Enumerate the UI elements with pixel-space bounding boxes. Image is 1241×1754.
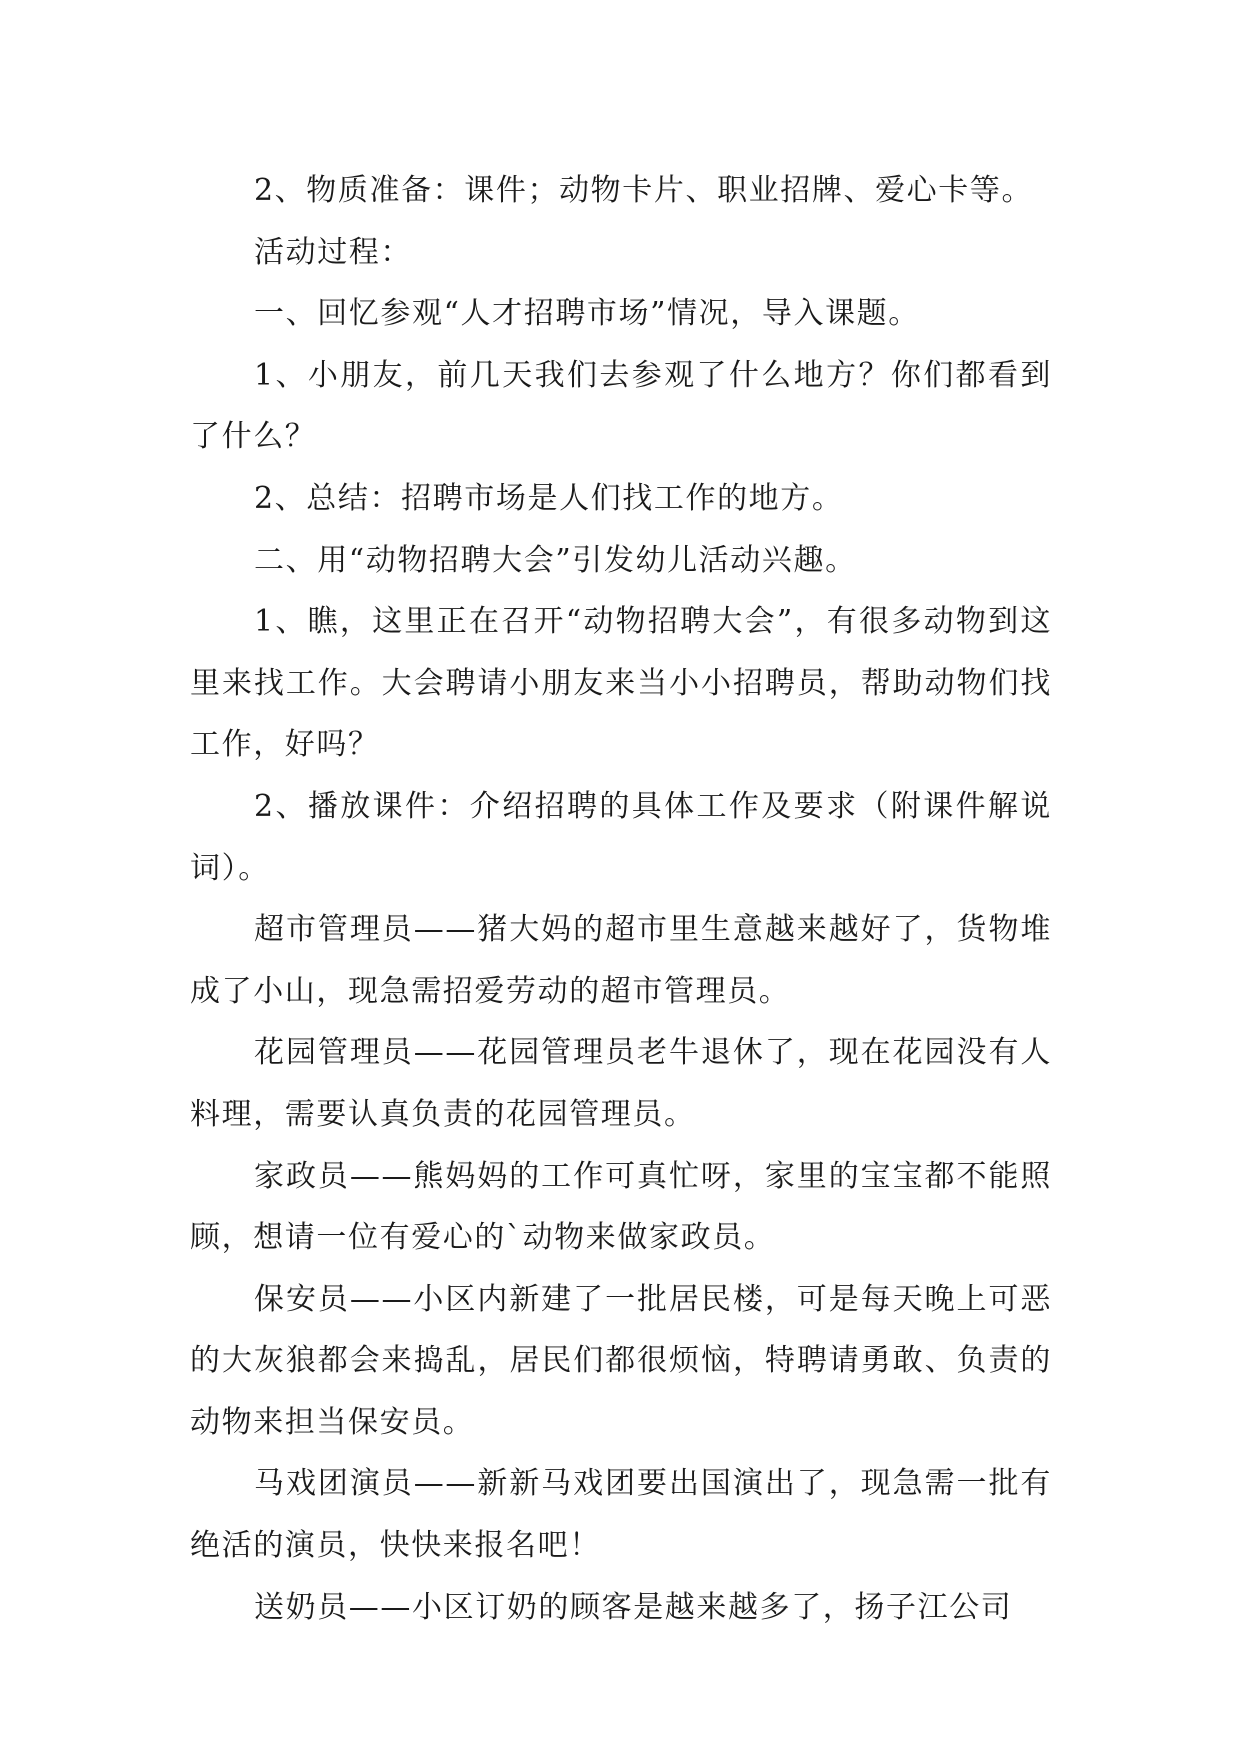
paragraph-activity-process: 活动过程： [254, 234, 412, 270]
paragraph-step-2-1: 1、瞧，这里正在召开“动物招聘大会”，有很多动物到这里来找工作。大会聘请小朋友来当小小招聘员，帮助动物们找工作，好吗？ [190, 604, 1052, 763]
paragraph-housekeeper: 家政员——熊妈妈的工作可真忙呀，家里的宝宝都不能照顾，想请一位有爱心的`动物来做家政员。 [190, 1158, 1052, 1256]
paragraph-security-guard: 保安员——小区内新建了一批居民楼，可是每天晚上可恶的大灰狼都会来捣乱，居民们都很烦恼，特聘请勇敢、负责的动物来担当保安员。 [190, 1281, 1052, 1440]
paragraph-section-two: 二、用“动物招聘大会”引发幼儿活动兴趣。 [254, 542, 857, 578]
paragraph-section-one: 一、回忆参观“人才招聘市场”情况，导入课题。 [254, 296, 920, 332]
paragraph-material-prep: 2、物质准备：课件；动物卡片、职业招牌、爱心卡等。 [254, 173, 1034, 208]
paragraph-garden-manager: 花园管理员——花园管理员老牛退休了，现在花园没有人料理，需要认真负责的花园管理员。 [190, 1035, 1052, 1132]
paragraph-circus-performer: 马戏团演员——新新马戏团要出国演出了，现急需一批有绝活的演员，快快来报名吧！ [190, 1466, 1052, 1564]
paragraph-supermarket-manager: 超市管理员——猪大妈的超市里生意越来越好了，货物堆成了小山，现急需招爱劳动的超市管理员。 [190, 912, 1052, 1009]
paragraph-step-2-2: 2、播放课件：介绍招聘的具体工作及要求（附课件解说词）。 [190, 788, 1052, 886]
paragraph-step-1-2: 2、总结：招聘市场是人们找工作的地方。 [254, 480, 844, 516]
paragraph-step-1-1: 1、小朋友，前几天我们去参观了什么地方？你们都看到了什么？ [190, 357, 1052, 455]
paragraph-milk-delivery: 送奶员——小区订奶的顾客是越来越多了，扬子江公司 [254, 1589, 1013, 1625]
document-body [190, 160, 1052, 1638]
